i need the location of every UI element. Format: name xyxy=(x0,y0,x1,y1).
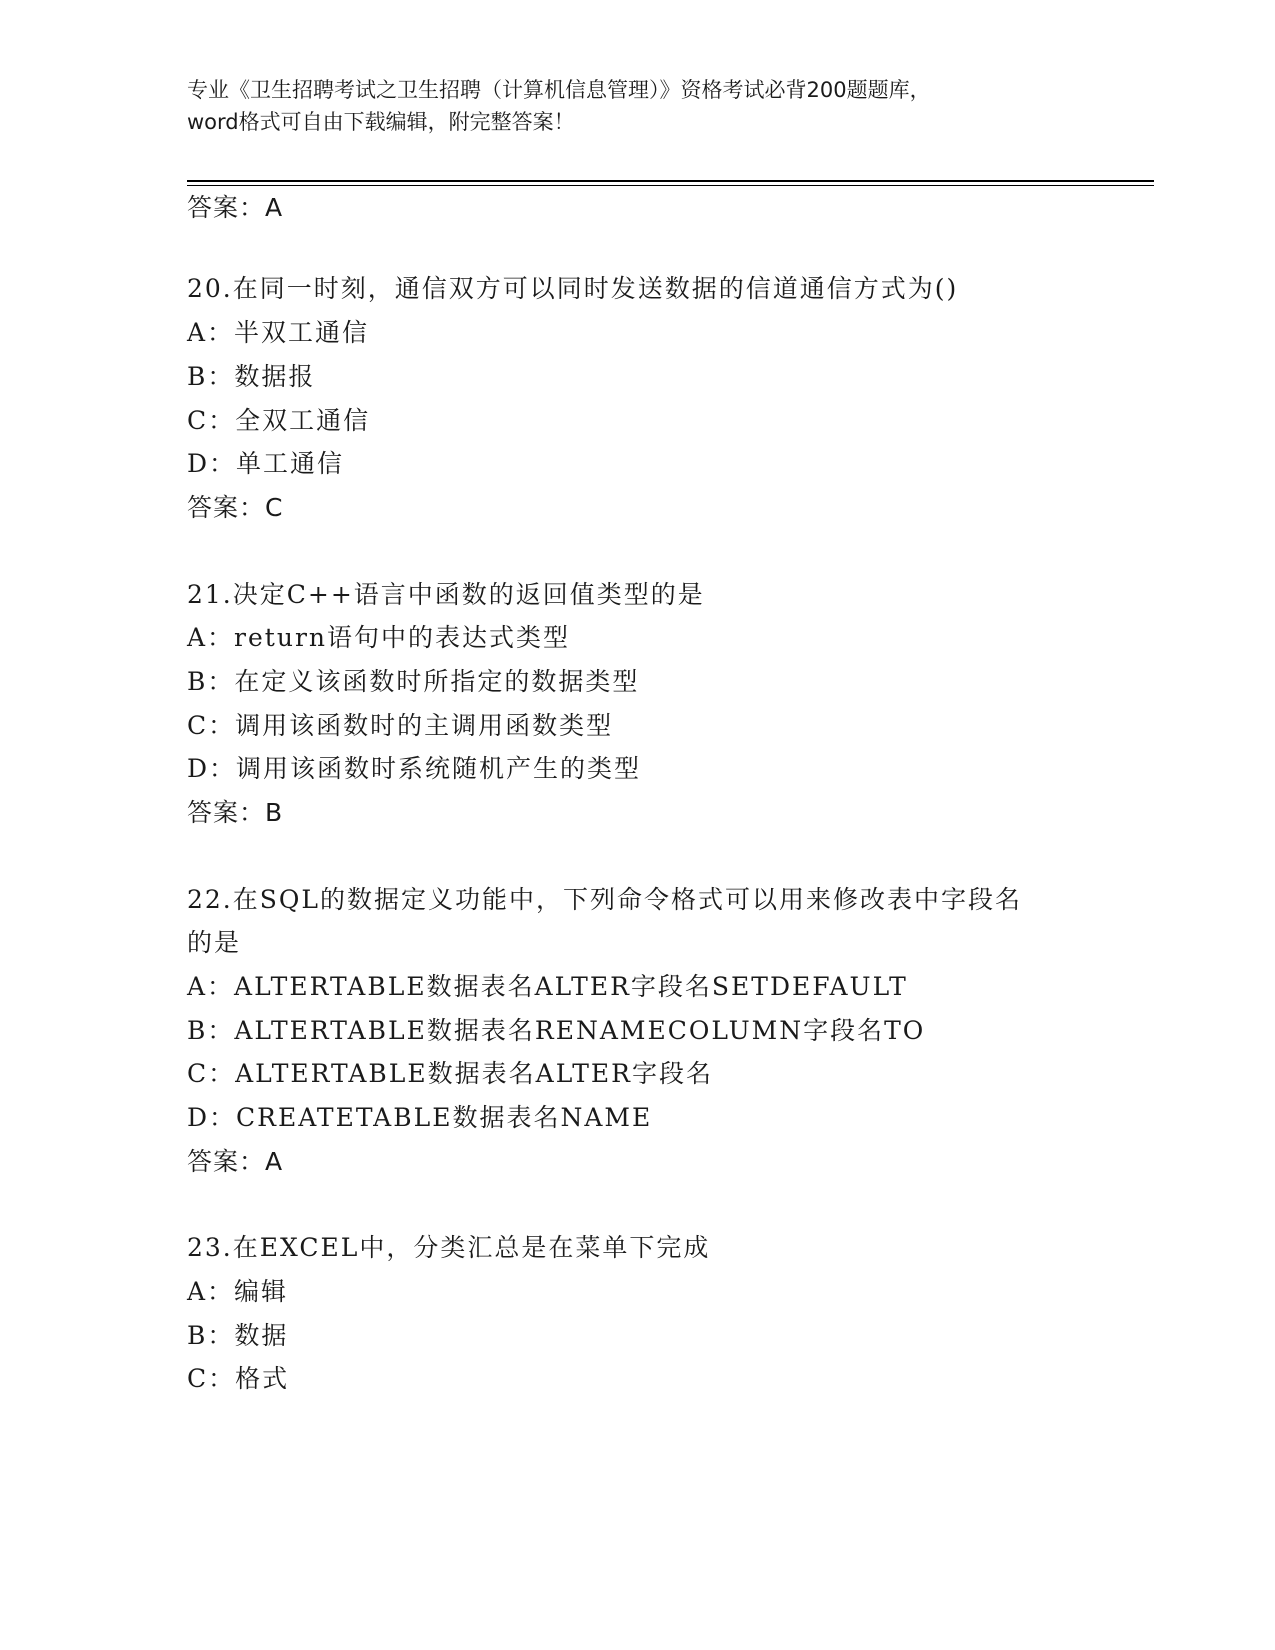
document-header xyxy=(187,74,1077,138)
question-21-text: 21.决定C++语言中函数的返回值类型的是 xyxy=(187,580,705,609)
header-rule-thin xyxy=(187,185,1154,186)
question-21-answer: 答案：B xyxy=(187,798,284,827)
question-20-option-d: D：单工通信 xyxy=(187,449,345,478)
question-20-option-a: A：半双工通信 xyxy=(187,318,370,347)
question-23-option-c: C：格式 xyxy=(187,1364,290,1393)
question-22-answer: 答案：A xyxy=(187,1147,284,1176)
header-rule-thick xyxy=(187,180,1154,182)
question-22-text-cont: 的是 xyxy=(187,928,242,957)
question-23-option-b: B：数据 xyxy=(187,1321,289,1350)
answer-previous: 答案：A xyxy=(187,193,284,222)
question-20-option-c: C：全双工通信 xyxy=(187,406,371,435)
question-21-option-d: D：调用该函数时系统随机产生的类型 xyxy=(187,754,642,783)
question-22-option-b: B：ALTERTABLE数据表名RENAMECOLUMN字段名TO xyxy=(187,1016,926,1045)
question-22-text: 22.在SQL的数据定义功能中，下列命令格式可以用来修改表中字段名 xyxy=(187,885,1022,914)
question-20-text: 20.在同一时刻，通信双方可以同时发送数据的信道通信方式为() xyxy=(187,274,959,303)
question-20-option-b: B：数据报 xyxy=(187,362,316,391)
question-22-option-c: C：ALTERTABLE数据表名ALTER字段名 xyxy=(187,1059,714,1088)
question-23-text: 23.在EXCEL中，分类汇总是在菜单下完成 xyxy=(187,1233,711,1262)
question-21-option-a: A：return语句中的表达式类型 xyxy=(187,623,570,652)
question-20-answer: 答案：C xyxy=(187,493,284,522)
question-22-option-d: D：CREATETABLE数据表名NAME xyxy=(187,1103,653,1132)
question-21-option-b: B：在定义该函数时所指定的数据类型 xyxy=(187,667,640,696)
header-line-2: word格式可自由下载编辑，附完整答案！ xyxy=(187,110,575,134)
question-21-option-c: C：调用该函数时的主调用函数类型 xyxy=(187,711,614,740)
question-23-option-a: A：编辑 xyxy=(187,1277,289,1306)
question-22-option-a: A：ALTERTABLE数据表名ALTER字段名SETDEFAULT xyxy=(187,972,908,1001)
header-line-1: 专业《卫生招聘考试之卫生招聘（计算机信息管理）》资格考试必背200题题库， xyxy=(187,78,931,102)
